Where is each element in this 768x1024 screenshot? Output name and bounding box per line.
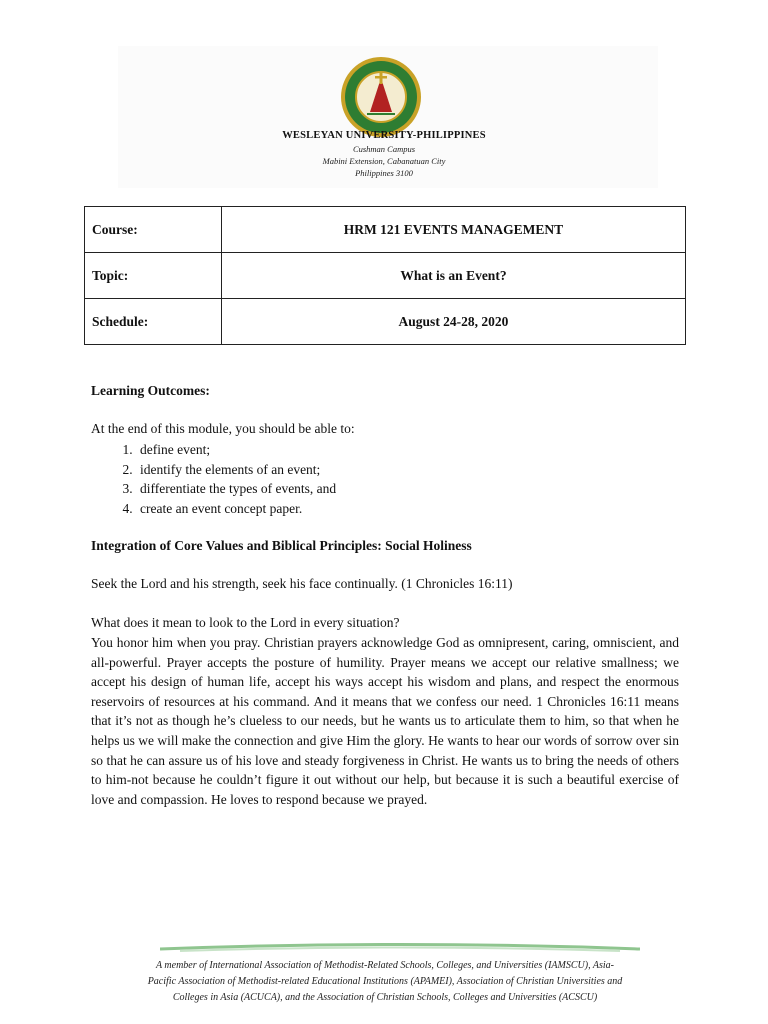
- topic-value: What is an Event?: [222, 253, 686, 299]
- reflection-paragraph: You honor him when you pray. Christian prayers acknowledge God as omnipresent, caring, omniscient, and all-powerful. Prayer accepts the posture of humility. Prayer means we accept our relative smallness; we accept his design of human life, accept his ways accept his wisdom and plans, and respect the enormous reservoirs of resources at his command. And it means that we confess our need. 1 Chronicles 16:11 means that it’s not as though he’s clueless to our needs, but he wants us to articulate them to him, so that when he helps us we will make the connection and give Him the glory. He wants to hear our words of sorrow over sin so that he can assure us of his love and steady forgiveness in Christ. He wants us to bring the needs of others to him-not because he couldn’t figure it out without our help, but because it is such a beautiful exercise of love and compassion. He loves to respond because we prayed.: [91, 635, 679, 807]
- course-row: [85, 207, 686, 253]
- footer-line-3: Colleges in Asia (ACUCA), and the Association of Christian Schools, Colleges and Universities (ACSCU): [172, 992, 598, 1003]
- university-name: WESLEYAN UNIVERSITY-PHILIPPINES: [282, 130, 486, 141]
- learning-outcomes-heading: Learning Outcomes:: [91, 383, 210, 398]
- integration-heading: Integration of Core Values and Biblical Principles: Social Holiness: [91, 538, 472, 553]
- footer-divider: [160, 940, 640, 956]
- reflection-question: What does it mean to look to the Lord in every situation?: [91, 615, 400, 630]
- list-item: 1. define event;: [136, 440, 336, 460]
- list-item: 3. differentiate the types of events, and: [136, 479, 336, 499]
- topic-label: Topic:: [85, 253, 222, 299]
- list-item: 4. create an event concept paper.: [136, 499, 336, 519]
- learning-outcomes-intro: At the end of this module, you should be able to:: [91, 421, 355, 436]
- university-seal-logo: [340, 56, 422, 138]
- footer-line-2: Pacific Association of Methodist-related Educational Institutions (APAMEI), Association of Christian Universities and: [147, 976, 623, 987]
- learning-outcomes-list: [91, 440, 336, 518]
- course-info-table: [84, 206, 686, 345]
- schedule-label: Schedule:: [85, 299, 222, 345]
- country-address: Philippines 3100: [355, 168, 413, 178]
- schedule-value: August 24-28, 2020: [222, 299, 686, 345]
- campus-name: Cushman Campus: [352, 144, 416, 154]
- footer-line-1: A member of International Association of Methodist-Related Schools, Colleges, and Universities (IAMSCU), Asia-: [156, 960, 614, 971]
- topic-row: [85, 253, 686, 299]
- footer-membership: [110, 958, 660, 1006]
- bible-verse: Seek the Lord and his strength, seek his face continually. (1 Chronicles 16:11): [91, 576, 513, 591]
- schedule-row: [85, 299, 686, 345]
- street-address: Mabini Extension, Cabanatuan City: [322, 156, 446, 166]
- list-item: 2. identify the elements of an event;: [136, 460, 336, 480]
- course-label: Course:: [85, 207, 222, 253]
- course-value: HRM 121 EVENTS MANAGEMENT: [222, 207, 686, 253]
